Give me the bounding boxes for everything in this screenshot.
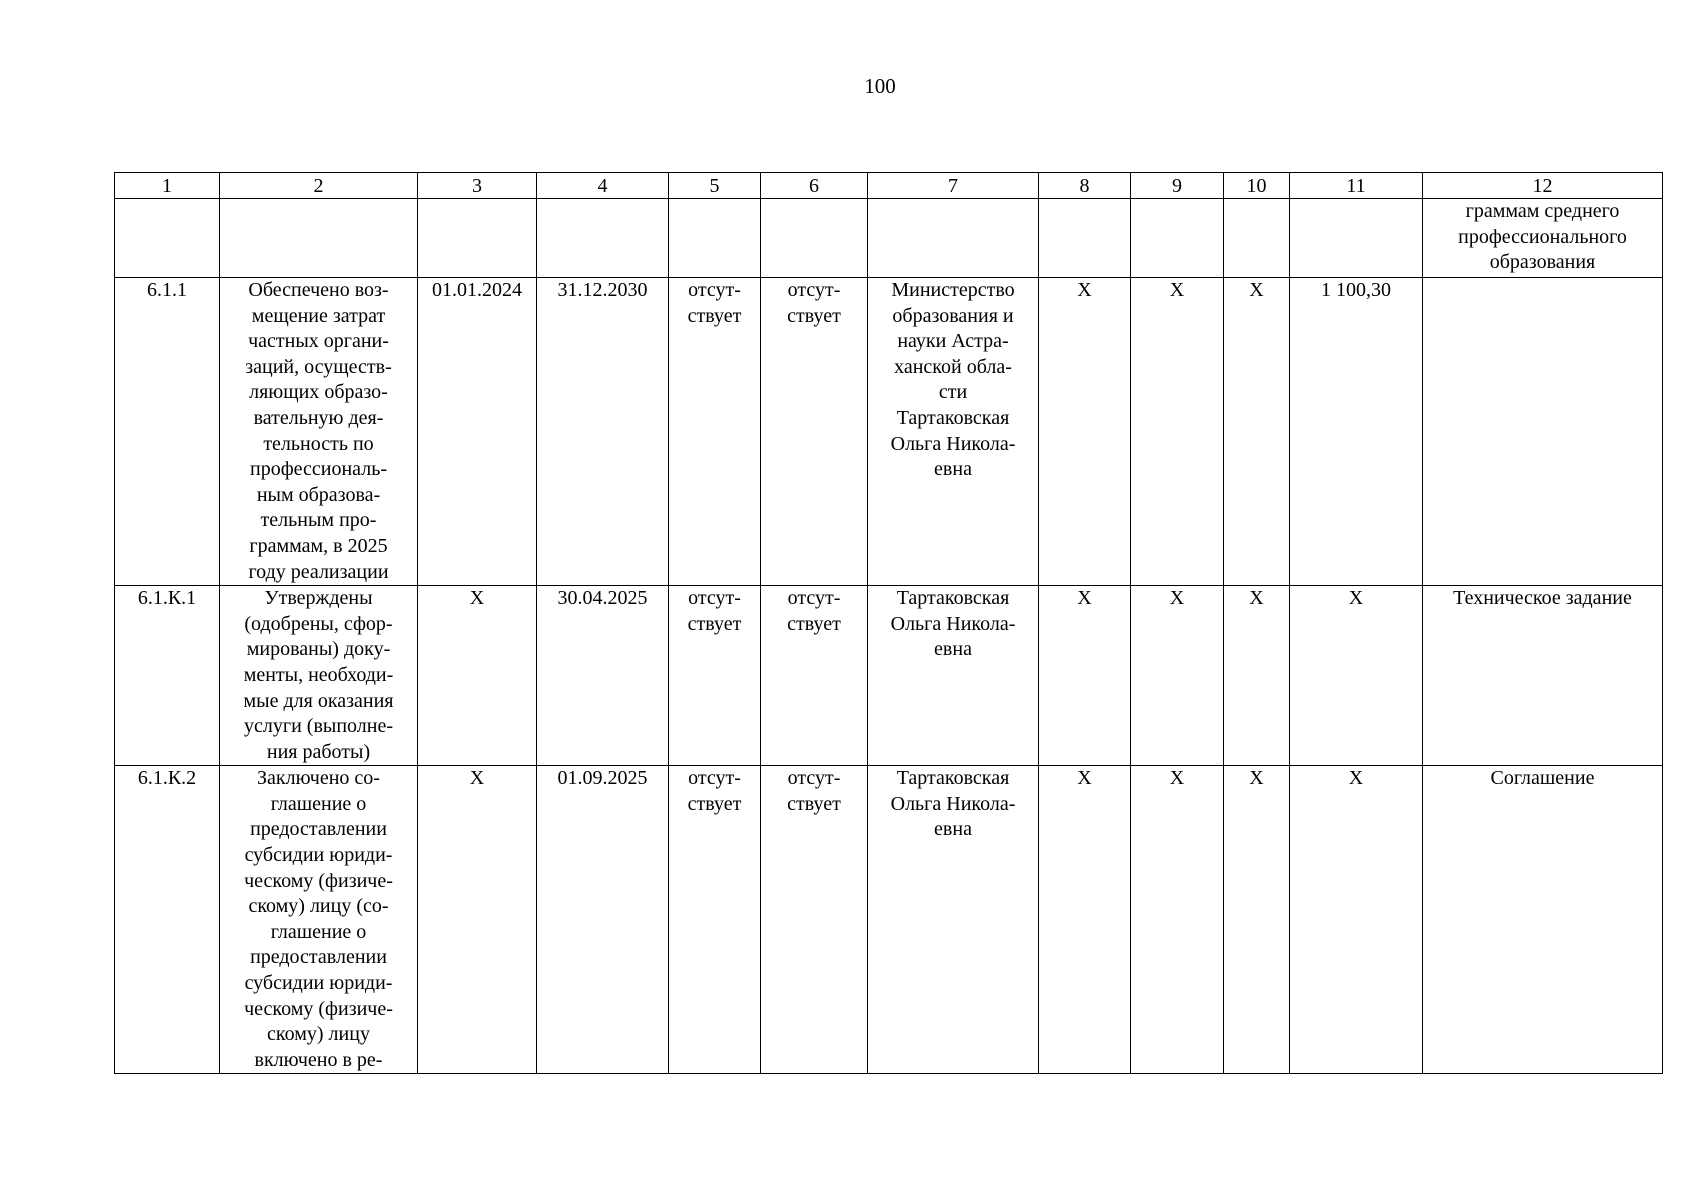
document-cell: Соглашение: [1423, 766, 1663, 1074]
plan-table: [114, 172, 1663, 1074]
responsible-cell: Тартаковская Ольга Никола- евна: [868, 766, 1039, 1074]
row-number-cell: 6.1.1: [115, 278, 220, 586]
column-9-cell: X: [1131, 278, 1224, 586]
amount-cell: X: [1290, 766, 1423, 1074]
column-5-cell: отсут- ствует: [669, 766, 761, 1074]
column-10-cell: X: [1224, 278, 1290, 586]
row-number-cell: 6.1.К.2: [115, 766, 220, 1074]
document-cell: граммам среднего профессионального образования: [1423, 199, 1663, 278]
column-number-8: 8: [1039, 173, 1131, 199]
column-number-11: 11: [1290, 173, 1423, 199]
column-8-cell: X: [1039, 278, 1131, 586]
column-5-cell: отсут- ствует: [669, 586, 761, 766]
start-date-cell: [418, 199, 537, 278]
column-number-10: 10: [1224, 173, 1290, 199]
table-row-6-1-k-1: [115, 586, 1663, 766]
column-number-4: 4: [537, 173, 669, 199]
table-row-6-1-k-2: [115, 766, 1663, 1074]
column-9-cell: X: [1131, 766, 1224, 1074]
start-date-cell: X: [418, 586, 537, 766]
column-number-12: 12: [1423, 173, 1663, 199]
column-5-cell: [669, 199, 761, 278]
end-date-cell: [537, 199, 669, 278]
column-9-cell: X: [1131, 586, 1224, 766]
document-cell: [1423, 278, 1663, 586]
column-number-5: 5: [669, 173, 761, 199]
column-number-1: 1: [115, 173, 220, 199]
column-number-3: 3: [418, 173, 537, 199]
column-9-cell: [1131, 199, 1224, 278]
column-number-6: 6: [761, 173, 868, 199]
description-cell: Утверждены (одобрены, сфор- мированы) доку- менты, необходи- мые для оказания услуги (выполне- ния работы): [220, 586, 418, 766]
column-6-cell: отсут- ствует: [761, 766, 868, 1074]
column-8-cell: X: [1039, 766, 1131, 1074]
responsible-cell: Министерство образования и науки Астра- ханской обла- сти Тартаковская Ольга Никола- евна: [868, 278, 1039, 586]
amount-cell: X: [1290, 586, 1423, 766]
column-10-cell: X: [1224, 586, 1290, 766]
column-8-cell: X: [1039, 586, 1131, 766]
column-number-9: 9: [1131, 173, 1224, 199]
table-row-6-1-1: [115, 278, 1663, 586]
description-cell: Обеспечено воз- мещение затрат частных органи- заций, осуществ- ляющих образо- вательную дея- тельность по профессиональ- ным образова- тельным про- граммам, в 2025 году реализации: [220, 278, 418, 586]
column-8-cell: [1039, 199, 1131, 278]
start-date-cell: 01.01.2024: [418, 278, 537, 586]
page-number: 100: [864, 74, 896, 98]
document-cell: Техническое задание: [1423, 586, 1663, 766]
end-date-cell: 30.04.2025: [537, 586, 669, 766]
column-5-cell: отсут- ствует: [669, 278, 761, 586]
start-date-cell: X: [418, 766, 537, 1074]
column-number-2: 2: [220, 173, 418, 199]
responsible-cell: Тартаковская Ольга Никола- евна: [868, 586, 1039, 766]
amount-cell: 1 100,30: [1290, 278, 1423, 586]
row-number-cell: 6.1.К.1: [115, 586, 220, 766]
column-10-cell: X: [1224, 766, 1290, 1074]
column-10-cell: [1224, 199, 1290, 278]
column-number-7: 7: [868, 173, 1039, 199]
responsible-cell: [868, 199, 1039, 278]
column-6-cell: отсут- ствует: [761, 586, 868, 766]
column-6-cell: [761, 199, 868, 278]
end-date-cell: 31.12.2030: [537, 278, 669, 586]
row-number-cell: [115, 199, 220, 278]
amount-cell: [1290, 199, 1423, 278]
table-row-continuation: [115, 199, 1663, 278]
column-6-cell: отсут- ствует: [761, 278, 868, 586]
description-cell: Заключено со- глашение о предоставлении субсидии юриди- ческому (физиче- скому) лицу (со- глашение о предоставлении субсидии юриди- ческому (физиче- скому) лицу включено в ре-: [220, 766, 418, 1074]
end-date-cell: 01.09.2025: [537, 766, 669, 1074]
column-number-row: [115, 173, 1663, 199]
description-cell: [220, 199, 418, 278]
